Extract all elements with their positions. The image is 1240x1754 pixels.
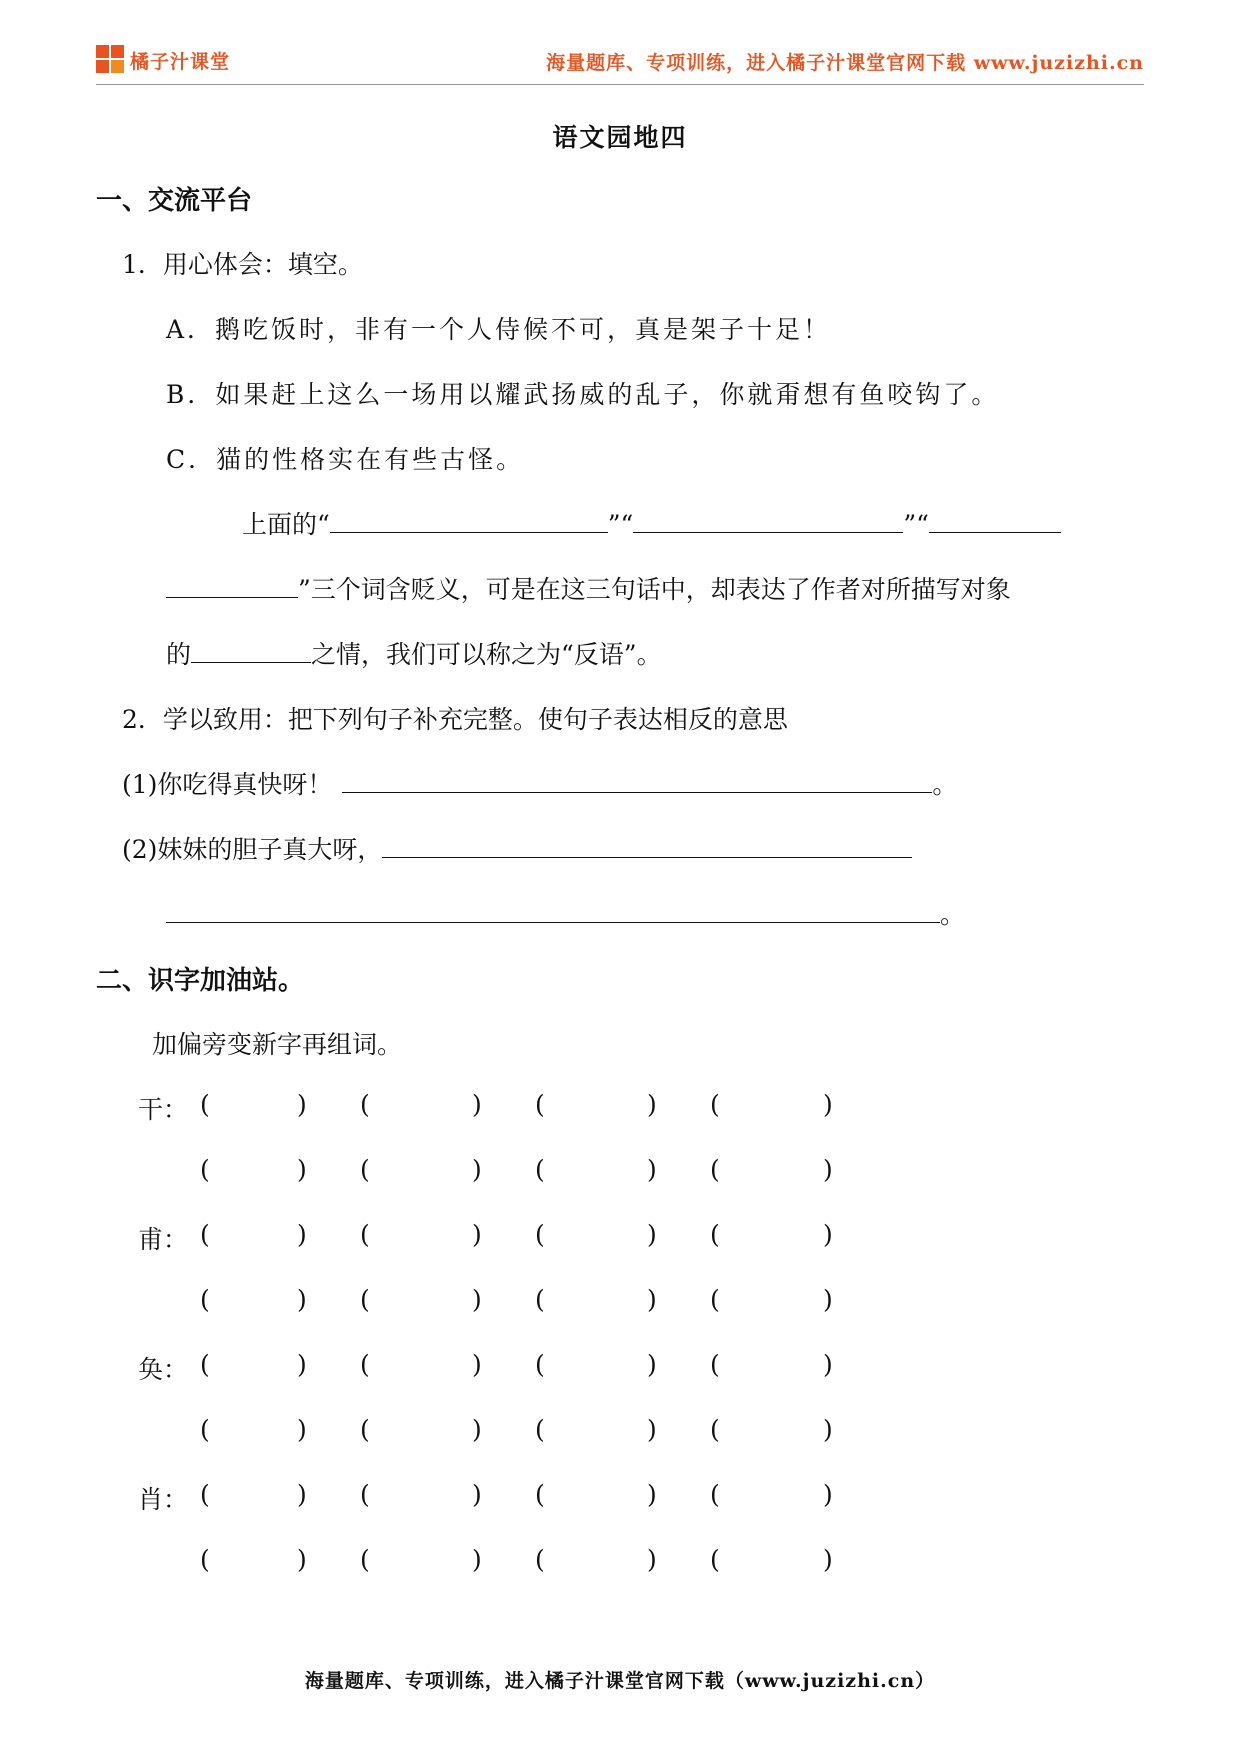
answer-slot[interactable] [212, 1350, 295, 1380]
q1-option-a: A．鹅吃饭时，非有一个人侍候不可，真是架子十足！ [166, 315, 832, 344]
answer-slot[interactable] [722, 1155, 821, 1185]
close-paren: ) [823, 1285, 833, 1314]
q2-item-1 [122, 765, 957, 801]
blank-word-1[interactable] [330, 531, 608, 533]
answer-slot[interactable] [372, 1090, 470, 1120]
open-paren: ( [710, 1415, 720, 1444]
radical-label: 干： [138, 1095, 189, 1124]
open-paren: ( [710, 1220, 720, 1249]
header-divider [96, 84, 1144, 85]
open-paren: ( [535, 1090, 545, 1119]
header-tagline: 海量题库、专项训练，进入橘子汁课堂官网下载 www.juzizhi.cn [546, 52, 1144, 74]
open-paren: ( [710, 1545, 720, 1574]
close-paren: ) [647, 1545, 657, 1574]
close-paren: ) [472, 1350, 482, 1379]
open-paren: ( [535, 1285, 545, 1314]
close-paren: ) [472, 1220, 482, 1249]
answer-slot[interactable] [547, 1480, 645, 1510]
answer-slot[interactable] [212, 1545, 295, 1575]
section2-instruction: 加偏旁变新字再组词。 [152, 1030, 403, 1059]
close-paren: ) [647, 1480, 657, 1509]
q2-item-2-text: (2)妹妹的胆子真大呀， [122, 835, 383, 864]
open-paren: ( [360, 1545, 370, 1574]
open-paren: ( [360, 1220, 370, 1249]
open-paren: ( [360, 1350, 370, 1379]
q2-item-1-text: (1)你吃得真快呀！ [122, 770, 333, 799]
answer-slot[interactable] [547, 1545, 645, 1575]
q2-item-1-period: 。 [932, 770, 958, 799]
close-paren: ) [297, 1285, 307, 1314]
open-paren: ( [200, 1285, 210, 1314]
close-paren: ) [823, 1090, 833, 1119]
open-paren: ( [535, 1350, 545, 1379]
close-paren: ) [823, 1220, 833, 1249]
q2-item-1-blank[interactable] [342, 791, 932, 793]
close-paren: ) [647, 1285, 657, 1314]
open-paren: ( [710, 1090, 720, 1119]
open-paren: ( [360, 1155, 370, 1184]
blank-word-2[interactable] [633, 531, 903, 533]
answer-slot[interactable] [212, 1090, 295, 1120]
open-paren: ( [360, 1415, 370, 1444]
open-paren: ( [200, 1155, 210, 1184]
close-paren: ) [823, 1155, 833, 1184]
open-paren: ( [710, 1480, 720, 1509]
close-paren: ) [297, 1480, 307, 1509]
answer-slot[interactable] [372, 1350, 470, 1380]
open-paren: ( [200, 1220, 210, 1249]
answer-slot[interactable] [372, 1545, 470, 1575]
open-paren: ( [200, 1090, 210, 1119]
open-paren: ( [535, 1480, 545, 1509]
fill-line-2 [166, 570, 1011, 606]
answer-slot[interactable] [722, 1545, 821, 1575]
open-paren: ( [360, 1090, 370, 1119]
open-paren: ( [710, 1285, 720, 1314]
answer-slot[interactable] [547, 1415, 645, 1445]
close-paren: ) [472, 1480, 482, 1509]
section2-heading: 二、识字加油站。 [96, 966, 305, 996]
answer-slot[interactable] [722, 1480, 821, 1510]
page-title: 语文园地四 [552, 123, 688, 152]
close-paren: ) [297, 1415, 307, 1444]
answer-slot[interactable] [372, 1155, 470, 1185]
answer-slot[interactable] [547, 1090, 645, 1120]
open-paren: ( [535, 1545, 545, 1574]
q1-option-c: C．猫的性格实在有些古怪。 [166, 445, 525, 474]
open-paren: ( [535, 1220, 545, 1249]
close-paren: ) [823, 1350, 833, 1379]
answer-slot[interactable] [547, 1350, 645, 1380]
radical-label: 甫： [138, 1225, 189, 1254]
q1-prompt: 1．用心体会：填空。 [122, 250, 363, 279]
answer-slot[interactable] [212, 1480, 295, 1510]
open-paren: ( [535, 1155, 545, 1184]
fill-line-1 [242, 505, 1061, 541]
page-footer: 海量题库、专项训练，进入橘子汁课堂官网下载（www.juzizhi.cn） [304, 1670, 936, 1692]
quote-separator-2: ”“ [903, 510, 929, 539]
radical-label: 奂： [138, 1355, 189, 1384]
close-paren: ) [472, 1415, 482, 1444]
answer-slot[interactable] [372, 1480, 470, 1510]
answer-slot[interactable] [722, 1285, 821, 1315]
q2-item-2-period: 。 [940, 900, 966, 929]
section1-heading: 一、交流平台 [96, 186, 253, 216]
answer-slot[interactable] [372, 1285, 470, 1315]
answer-slot[interactable] [547, 1220, 645, 1250]
open-paren: ( [710, 1155, 720, 1184]
open-paren: ( [535, 1415, 545, 1444]
close-paren: ) [647, 1155, 657, 1184]
logo [96, 44, 230, 76]
open-paren: ( [200, 1480, 210, 1509]
answer-slot[interactable] [212, 1285, 295, 1315]
answer-slot[interactable] [547, 1155, 645, 1185]
close-paren: ) [297, 1545, 307, 1574]
open-paren: ( [710, 1350, 720, 1379]
q1-option-b: B．如果赶上这么一场用以耀武扬威的乱子，你就甭想有鱼咬钩了。 [166, 380, 1000, 409]
close-paren: ) [647, 1090, 657, 1119]
answer-slot[interactable] [722, 1220, 821, 1250]
logo-text: 橘子汁课堂 [130, 50, 231, 73]
q2-item-2-blank-b[interactable] [166, 921, 940, 923]
close-paren: ) [297, 1155, 307, 1184]
answer-slot[interactable] [212, 1415, 295, 1445]
blank-emotion[interactable] [191, 661, 311, 663]
close-paren: ) [472, 1285, 482, 1314]
fill-start-text: 上面的“ [242, 510, 330, 539]
blank-word-3[interactable] [929, 531, 1061, 533]
logo-icon [96, 45, 126, 75]
close-paren: ) [472, 1155, 482, 1184]
answer-slot[interactable] [372, 1220, 470, 1250]
answer-slot[interactable] [722, 1350, 821, 1380]
fill-line-3-end: 之情，我们可以称之为“反语”。 [311, 640, 662, 669]
open-paren: ( [200, 1545, 210, 1574]
fill-line-3 [166, 635, 662, 671]
q2-item-2-blank-a[interactable] [382, 856, 912, 858]
q2-item-2-cont [166, 895, 965, 931]
quote-separator-1: ”“ [607, 510, 634, 539]
open-paren: ( [200, 1415, 210, 1444]
close-paren: ) [823, 1415, 833, 1444]
close-paren: ) [297, 1350, 307, 1379]
close-paren: ) [297, 1090, 307, 1119]
close-paren: ) [647, 1220, 657, 1249]
fill-line-3-start: 的 [166, 640, 192, 669]
close-paren: ) [647, 1415, 657, 1444]
fill-line-2-text: ”三个词含贬义，可是在这三句话中，却表达了作者对所描写对象 [298, 575, 1011, 604]
close-paren: ) [297, 1220, 307, 1249]
open-paren: ( [360, 1285, 370, 1314]
open-paren: ( [360, 1480, 370, 1509]
close-paren: ) [823, 1480, 833, 1509]
close-paren: ) [472, 1090, 482, 1119]
open-paren: ( [200, 1350, 210, 1379]
answer-slot[interactable] [372, 1415, 470, 1445]
close-paren: ) [647, 1350, 657, 1379]
answer-slot[interactable] [722, 1090, 821, 1120]
answer-slot[interactable] [547, 1285, 645, 1315]
answer-slot[interactable] [212, 1220, 295, 1250]
answer-slot[interactable] [722, 1415, 821, 1445]
q2-item-2 [122, 830, 912, 866]
answer-slot[interactable] [212, 1155, 295, 1185]
blank-word-3-cont[interactable] [166, 596, 298, 598]
close-paren: ) [472, 1545, 482, 1574]
q2-prompt: 2．学以致用：把下列句子补充完整。使句子表达相反的意思 [122, 705, 788, 734]
radical-label: 肖： [138, 1485, 189, 1514]
close-paren: ) [823, 1545, 833, 1574]
